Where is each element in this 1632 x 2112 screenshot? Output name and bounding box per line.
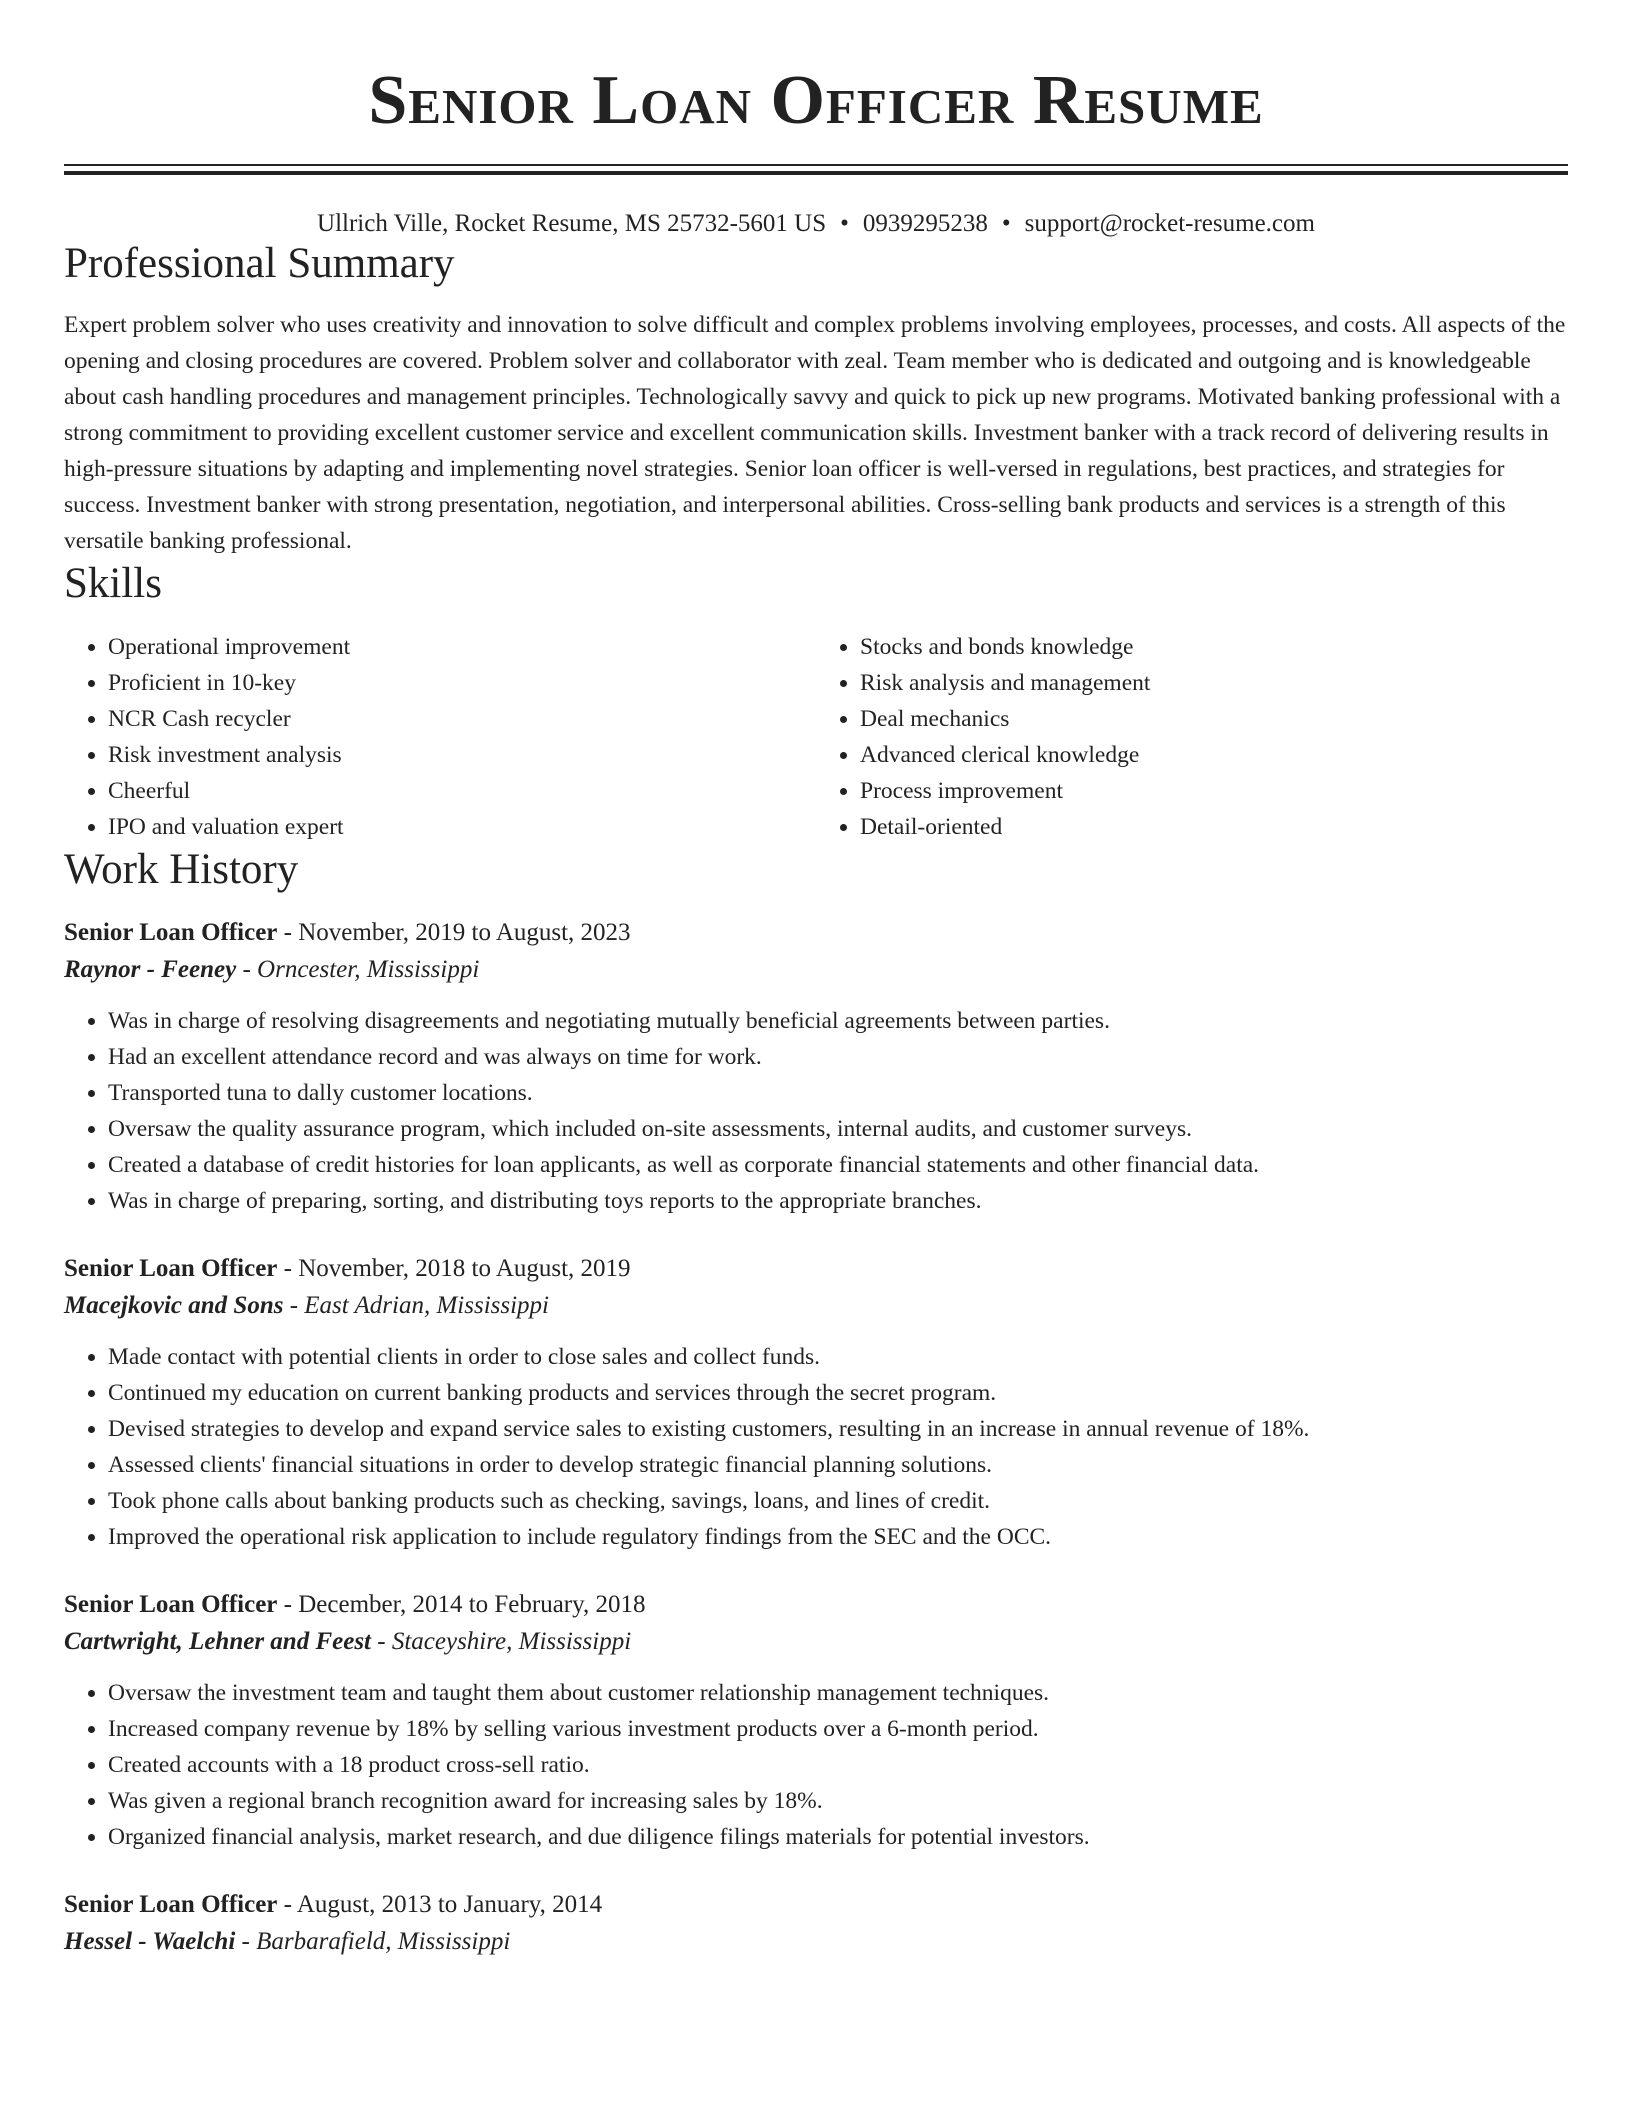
job-bullets <box>64 1003 1568 1219</box>
skill-item: • Operational improvement <box>108 629 816 665</box>
job-bullet: • Was in charge of resolving disagreements and negotiating mutually beneficial agreements between parties. <box>108 1003 1568 1039</box>
skill-item: • Proficient in 10-key <box>108 665 816 701</box>
job-bullet: • Devised strategies to develop and expand service sales to existing customers, resulting in an increase in annual revenue of 18%. <box>108 1411 1568 1447</box>
job-bullet: • Improved the operational risk application to include regulatory findings from the SEC and the OCC. <box>108 1519 1568 1555</box>
job-company: Macejkovic and Sons <box>64 1292 284 1319</box>
job-dash: - <box>236 956 258 983</box>
skill-item: • NCR Cash recycler <box>108 701 816 737</box>
skills-list <box>64 629 1568 845</box>
job-bullet: • Took phone calls about banking products such as checking, savings, loans, and lines of credit. <box>108 1483 1568 1519</box>
job-location: Orncester, Mississippi <box>257 956 480 983</box>
job-bullet: • Was in charge of preparing, sorting, and distributing toys reports to the appropriate branches. <box>108 1183 1568 1219</box>
job-bullet: • Organized financial analysis, market research, and due diligence filings materials for potential investors. <box>108 1819 1568 1855</box>
job-company-line <box>64 1287 1568 1325</box>
resume-title: Senior Loan Officer Resume <box>368 62 1264 139</box>
skill-item: • Risk analysis and management <box>860 665 1568 701</box>
job-dash: - <box>277 1591 299 1618</box>
job-dates: November, 2018 to August, 2019 <box>298 1255 631 1282</box>
job-bullet: • Created accounts with a 18 product cross-sell ratio. <box>108 1747 1568 1783</box>
job-location: Staceyshire, Mississippi <box>391 1628 632 1655</box>
job-bullet: • Created a database of credit histories for loan applicants, as well as corporate financial statements and other financial data. <box>108 1147 1568 1183</box>
job-entry <box>64 915 1568 1219</box>
skill-item: • Stocks and bonds knowledge <box>860 629 1568 665</box>
job-location: East Adrian, Mississippi <box>304 1292 549 1319</box>
skills-column-left <box>64 629 816 845</box>
skill-item: • Cheerful <box>108 773 816 809</box>
job-company-line <box>64 1623 1568 1661</box>
job-dash: - <box>235 1928 257 1955</box>
job-company-line <box>64 951 1568 989</box>
contact-address: Ullrich Ville, Rocket Resume, MS 25732-5601 US <box>317 210 827 237</box>
job-dash: - <box>277 919 299 946</box>
job-dash: - <box>277 1891 297 1918</box>
job-bullet: • Had an excellent attendance record and was always on time for work. <box>108 1039 1568 1075</box>
job-bullet: • Oversaw the investment team and taught them about customer relationship management techniques. <box>108 1675 1568 1711</box>
job-bullets <box>64 1675 1568 1855</box>
job-title: Senior Loan Officer <box>64 919 278 946</box>
job-bullet: • Continued my education on current banking products and services through the secret program. <box>108 1375 1568 1411</box>
job-bullet: • Transported tuna to dally customer locations. <box>108 1075 1568 1111</box>
job-title-line <box>64 1251 1568 1287</box>
job-company: Raynor - Feeney <box>64 956 237 983</box>
skill-item: • Risk investment analysis <box>108 737 816 773</box>
work-history-heading: Work History <box>64 846 299 893</box>
job-dates: December, 2014 to February, 2018 <box>298 1591 646 1618</box>
contact-line <box>64 209 1568 239</box>
job-bullet: • Assessed clients' financial situations in order to develop strategic financial planning solutions. <box>108 1447 1568 1483</box>
contact-phone: 0939295238 <box>862 210 988 237</box>
contact-separator: • <box>840 210 849 237</box>
job-company-line <box>64 1923 1568 1961</box>
job-bullet: • Was given a regional branch recognition award for increasing sales by 18%. <box>108 1783 1568 1819</box>
job-dates: August, 2013 to January, 2014 <box>296 1891 603 1918</box>
skill-item: • Advanced clerical knowledge <box>860 737 1568 773</box>
job-bullets <box>64 1339 1568 1555</box>
skill-item: • Detail-oriented <box>860 809 1568 845</box>
job-dash: - <box>371 1628 392 1655</box>
contact-separator: • <box>1001 210 1011 237</box>
job-title-line <box>64 1887 1568 1923</box>
job-location: Barbarafield, Mississippi <box>256 1928 511 1955</box>
summary-text: Expert problem solver who uses creativity and innovation to solve difficult and complex problems involving employees, processes, and costs. All aspects of the opening and closing procedures are covered. Problem solver and collaborator with zeal. Team member who is dedicated and outgoing and is knowledgeable about cash handling procedures and management principles. Technologically savvy and quick to pick up new programs. Motivated banking professional with a strong commitment to providing excellent customer service and excellent communication skills. Investment banker with a track record of delivering results in high-pressure situations by adapting and implementing novel strategies. Senior loan officer is well-versed in regulations, best practices, and strategies for success. Investment banker with strong presentation, negotiation, and interpersonal abilities. Cross-selling bank products and services is a strength of this versatile banking professional. <box>64 312 1566 554</box>
job-title: Senior Loan Officer <box>64 1891 278 1918</box>
job-entry <box>64 1887 1568 1961</box>
job-title-line <box>64 915 1568 951</box>
job-dash: - <box>283 1292 305 1319</box>
skill-item: • Deal mechanics <box>860 701 1568 737</box>
skill-item: • IPO and valuation expert <box>108 809 816 845</box>
skills-heading: Skills <box>64 560 162 607</box>
job-bullet: • Oversaw the quality assurance program, which included on-site assessments, internal audits, and customer surveys. <box>108 1111 1568 1147</box>
job-company: Cartwright, Lehner and Feest <box>64 1628 371 1655</box>
job-company: Hessel - Waelchi <box>64 1928 236 1955</box>
summary-heading: Professional Summary <box>64 240 455 287</box>
job-dash: - <box>277 1255 299 1282</box>
skill-item: • Process improvement <box>860 773 1568 809</box>
job-bullet: • Made contact with potential clients in order to close sales and collect funds. <box>108 1339 1568 1375</box>
skills-column-right <box>816 629 1568 845</box>
job-entry <box>64 1587 1568 1855</box>
job-title-line <box>64 1587 1568 1623</box>
job-bullet: • Increased company revenue by 18% by selling various investment products over a 6-month period. <box>108 1711 1568 1747</box>
job-dates: November, 2019 to August, 2023 <box>298 919 631 946</box>
contact-email[interactable]: support@rocket-resume.com <box>1024 210 1315 237</box>
job-title: Senior Loan Officer <box>64 1591 278 1618</box>
job-title: Senior Loan Officer <box>64 1255 278 1282</box>
job-entry <box>64 1251 1568 1555</box>
title-divider <box>64 164 1568 175</box>
